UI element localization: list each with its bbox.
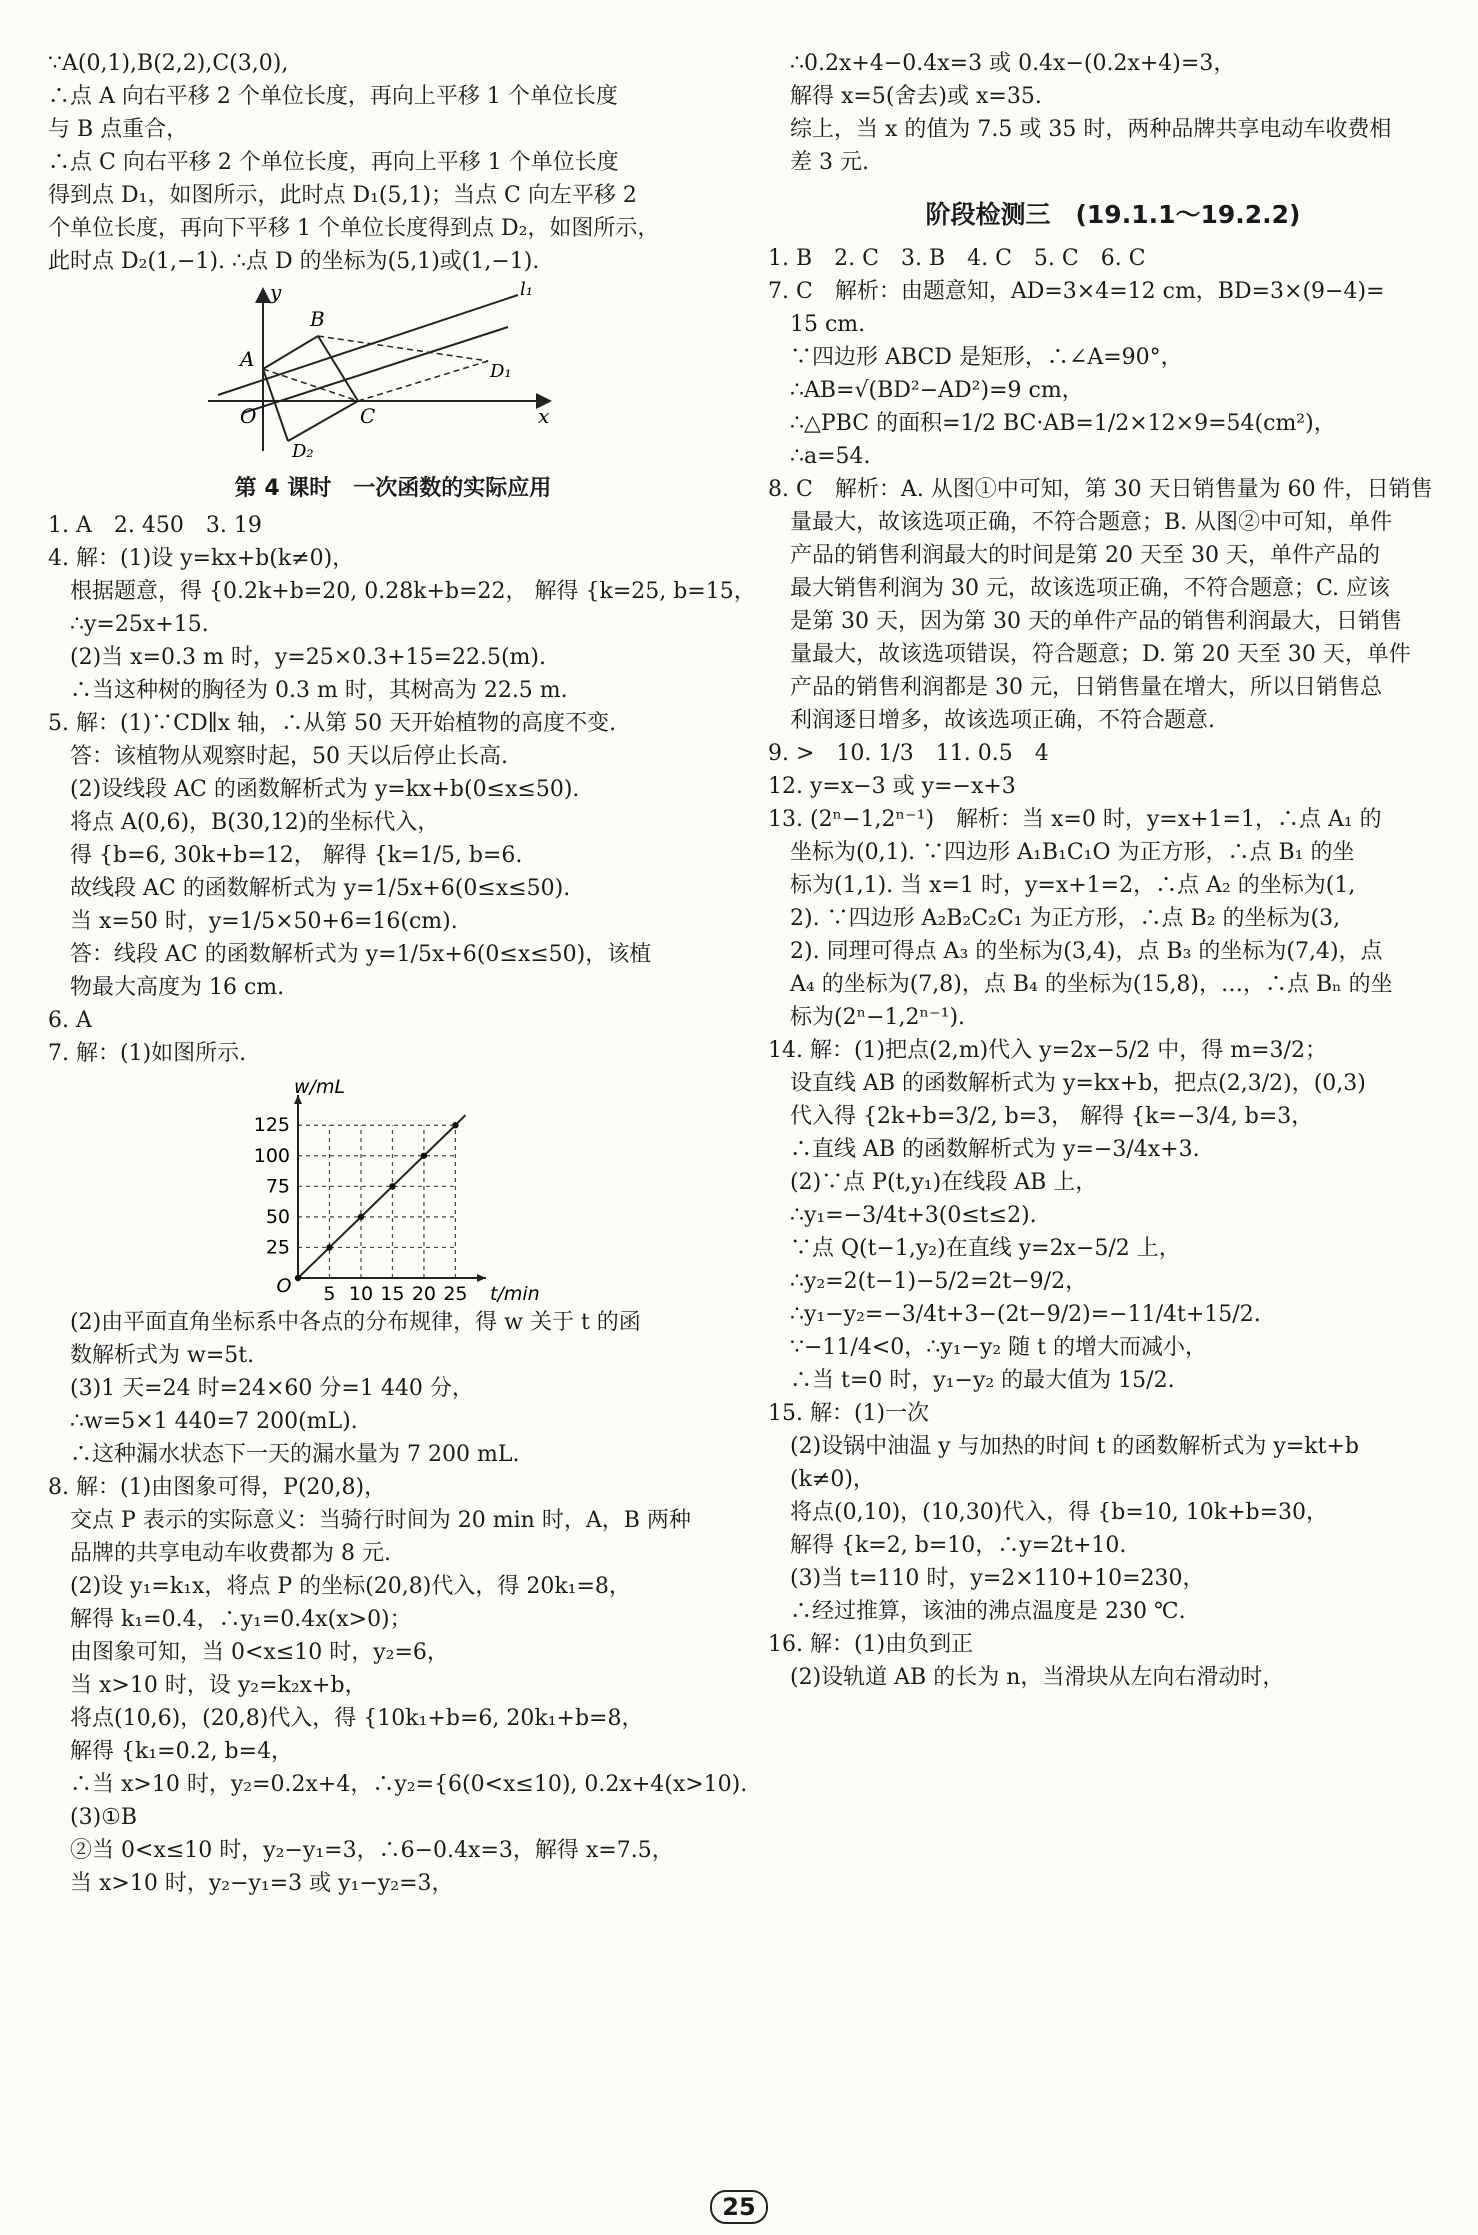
text-line: A₄ 的坐标为(7,8)，点 B₄ 的坐标为(15,8)，…，∴点 Bₙ 的坐	[790, 972, 1393, 997]
text-line: ∴△PBC 的面积=1/2 BC·AB=1/2×12×9=54(cm²)，	[790, 411, 1336, 436]
section-title-stage-test-3: 阶段检测三 (19.1.1～19.2.2)	[925, 200, 1301, 229]
data-point	[295, 1275, 301, 1281]
segment-cd1	[358, 361, 488, 401]
text-line: 7. C 解析：由题意知，AD=3×4=12 cm，BD=3×(9−4)=	[768, 279, 1385, 304]
left-bottom-block	[48, 1309, 748, 1898]
page-number-badge: 25	[710, 2190, 767, 2224]
text-line: 12. y=x−3 或 y=−x+3	[768, 774, 1016, 799]
label-origin: O	[240, 404, 257, 428]
text-line: 解得 {k=2, b=10，∴y=2t+10.	[790, 1533, 1127, 1558]
left-mid-block	[48, 512, 756, 1068]
y-tick-label: 25	[265, 1236, 290, 1259]
text-line: 代入得 {2k+b=3/2, b=3， 解得 {k=−3/4, b=3，	[790, 1104, 1314, 1129]
text-line: ∵点 Q(t−1,y₂)在直线 y=2x−5/2 上，	[790, 1236, 1181, 1261]
y-tick-label: 125	[253, 1114, 290, 1137]
text-line: 答：该植物从观察时起，50 天以后停止长高.	[70, 744, 508, 769]
text-line: (3)当 t=110 时，y=2×110+10=230，	[790, 1566, 1205, 1591]
page-number	[0, 2190, 1478, 2224]
text-line: 5. 解：(1)∵CD∥x 轴，∴从第 50 天开始植物的高度不变.	[48, 711, 617, 736]
y-tick-label: 50	[265, 1205, 290, 1228]
left-top-block	[48, 50, 738, 276]
text-line: 品牌的共享电动车收费都为 8 元.	[70, 1541, 391, 1566]
text-line: ∴y₂=2(t−1)−5/2=2t−9/2，	[790, 1269, 1088, 1294]
text-line: ∴AB=√(BD²−AD²)=9 cm，	[790, 378, 1084, 403]
text-line: 与 B 点重合，	[48, 117, 189, 142]
text-line: ∴0.2x+4−0.4x=3 或 0.4x−(0.2x+4)=3，	[790, 51, 1236, 76]
y-tick-label: 75	[265, 1175, 290, 1198]
text-line: (2)设轨道 AB 的长为 n，当滑块从左向右滑动时，	[790, 1665, 1285, 1690]
text-line: 1. B 2. C 3. B 4. C 5. C 6. C	[768, 246, 1146, 271]
text-line: 物最大高度为 16 cm.	[70, 975, 285, 1000]
text-line: 故线段 AC 的函数解析式为 y=1/5x+6(0≤x≤50).	[70, 876, 571, 901]
text-line: 量最大，故该选项正确，不符合题意；B. 从图②中可知，单件	[790, 510, 1393, 535]
text-line: 个单位长度，再向下平移 1 个单位长度得到点 D₂，如图所示，	[48, 216, 660, 241]
text-line: 产品的销售利润都是 30 元，日销售量在增大，所以日销售总	[790, 675, 1382, 700]
text-line: 解得 x=5(舍去)或 x=35.	[790, 84, 1042, 109]
text-line: 6. A	[48, 1008, 92, 1033]
text-line: 是第 30 天，因为第 30 天的单件产品的销售利润最大，日销售	[790, 609, 1402, 634]
text-line: 交点 P 表示的实际意义：当骑行时间为 20 min 时，A，B 两种	[70, 1508, 691, 1533]
text-line: (3)1 天=24 时=24×60 分=1 440 分，	[70, 1376, 474, 1401]
text-line: (2)∵点 P(t,y₁)在线段 AB 上，	[790, 1170, 1098, 1195]
text-line: (2)设线段 AC 的函数解析式为 y=kx+b(0≤x≤50).	[70, 777, 580, 802]
text-line: 8. C 解析：A. 从图①中可知，第 30 天日销售量为 60 件，日销售	[768, 477, 1433, 502]
text-line: ∵A(0,1),B(2,2),C(3,0),	[48, 51, 289, 76]
text-line: 由图象可知，当 0<x≤10 时，y₂=6，	[70, 1640, 449, 1665]
label-d2: D₂	[292, 441, 314, 461]
text-line: 解得 k₁=0.4，∴y₁=0.4x(x>0)；	[70, 1607, 412, 1632]
text-line: 得 {b=6, 30k+b=12， 解得 {k=1/5, b=6.	[70, 843, 523, 868]
data-point	[421, 1153, 427, 1159]
text-line: 2). ∵四边形 A₂B₂C₂C₁ 为正方形，∴点 B₂ 的坐标为(3,	[790, 906, 1341, 931]
text-line: 得到点 D₁，如图所示，此时点 D₁(5,1)；当点 C 向左平移 2	[48, 183, 637, 208]
text-line: ∴当这种树的胸径为 0.3 m 时，其树高为 22.5 m.	[70, 678, 568, 703]
text-line: 差 3 元.	[790, 150, 869, 175]
text-line: (2)当 x=0.3 m 时，y=25×0.3+15=22.5(m).	[70, 645, 546, 670]
text-line: (k≠0)，	[790, 1467, 875, 1492]
text-line: 14. 解：(1)把点(2,m)代入 y=2x−5/2 中，得 m=3/2；	[768, 1038, 1327, 1063]
label-y: y	[270, 281, 282, 304]
text-line: ∵四边形 ABCD 是矩形，∴∠A=90°，	[790, 345, 1183, 370]
text-line: 此时点 D₂(1,−1). ∴点 D 的坐标为(5,1)或(1,−1).	[48, 249, 540, 274]
text-line: 将点(0,10)，(10,30)代入，得 {b=10, 10k+b=30，	[790, 1500, 1329, 1525]
text-line: 设直线 AB 的函数解析式为 y=kx+b，把点(2,3/2)，(0,3)	[790, 1071, 1366, 1096]
text-line: (2)设 y₁=k₁x，将点 P 的坐标(20,8)代入，得 20k₁=8，	[70, 1574, 631, 1599]
label-l1: l₁	[520, 281, 533, 300]
text-line: ∴当 x>10 时，y₂=0.2x+4，∴y₂={6(0<x≤10), 0.2x+4(x>10).	[70, 1772, 748, 1797]
y-axis-label: w/mL	[294, 1076, 346, 1098]
x-tick-label: 5	[323, 1283, 336, 1303]
text-line: 解得 {k₁=0.2, b=4，	[70, 1739, 294, 1764]
origin-label: O	[276, 1275, 292, 1297]
text-line: 当 x>10 时，y₂−y₁=3 或 y₁−y₂=3，	[70, 1871, 454, 1896]
chart-labels	[254, 1076, 540, 1303]
text-line: ∴y=25x+15.	[70, 612, 209, 637]
x-tick-label: 20	[411, 1283, 437, 1303]
data-point	[389, 1183, 395, 1189]
data-point	[326, 1244, 332, 1250]
x-tick-label: 25	[443, 1283, 468, 1303]
section-title-lesson4: 第 4 课时 一次函数的实际应用	[234, 476, 552, 501]
text-line: ∴y₁=−3/4t+3(0≤t≤2).	[790, 1203, 1037, 1228]
right-column	[768, 50, 1458, 1697]
text-line: 15 cm.	[790, 312, 866, 337]
text-line: 当 x=50 时，y=1/5×50+6=16(cm).	[70, 909, 458, 934]
text-line: 量最大，故该选项错误，符合题意；D. 第 20 天至 30 天，单件	[790, 642, 1411, 667]
text-line: 坐标为(0,1). ∵四边形 A₁B₁C₁O 为正方形，∴点 B₁ 的坐	[790, 840, 1355, 865]
text-line: ∴这种漏水状态下一天的漏水量为 7 200 mL.	[70, 1442, 520, 1467]
label-x: x	[538, 404, 550, 428]
text-line: ∴直线 AB 的函数解析式为 y=−3/4x+3.	[790, 1137, 1200, 1162]
text-line: 利润逐日增多，故该选项正确，不符合题意.	[790, 708, 1215, 733]
x-axis-arrow	[477, 1274, 486, 1282]
chart-series	[295, 1115, 466, 1281]
text-line: 9. > 10. 1/3 11. 0.5 4	[768, 741, 1049, 766]
text-line: (3)①B	[70, 1805, 138, 1830]
data-point	[452, 1122, 458, 1128]
text-line: (2)设锅中油温 y 与加热的时间 t 的函数解析式为 y=kt+b	[790, 1434, 1359, 1459]
leak-volume-chart	[48, 1073, 738, 1303]
text-line: 将点(10,6)，(20,8)代入，得 {10k₁+b=6, 20k₁+b=8，	[70, 1706, 644, 1731]
left-column	[48, 50, 756, 1903]
text-line: 8. 解：(1)由图象可得，P(20,8)，	[48, 1475, 387, 1500]
text-line: ②当 0<x≤10 时，y₂−y₁=3，∴6−0.4x=3，解得 x=7.5，	[70, 1838, 674, 1863]
text-line: 16. 解：(1)由负到正	[768, 1632, 974, 1657]
x-tick-label: 10	[348, 1283, 374, 1303]
text-line: 1. A 2. 450 3. 19	[48, 513, 262, 538]
series-line	[298, 1125, 455, 1278]
text-line: ∴y₁−y₂=−3/4t+3−(2t−9/2)=−11/4t+15/2.	[790, 1302, 1261, 1327]
text-line: ∵−11/4<0，∴y₁−y₂ 随 t 的增大而减小，	[790, 1335, 1208, 1360]
label-b: B	[310, 307, 325, 331]
text-line: 最大销售利润为 30 元，故该选项正确，不符合题意；C. 应该	[790, 576, 1391, 601]
x-tick-label: 15	[380, 1283, 405, 1303]
text-line: ∴点 C 向右平移 2 个单位长度，再向上平移 1 个单位长度	[48, 150, 619, 175]
text-line: 当 x>10 时，设 y₂=k₂x+b，	[70, 1673, 367, 1698]
text-line: 根据题意，得 {0.2k+b=20, 0.28k+b=22， 解得 {k=25, b=15，	[70, 579, 756, 604]
text-line: 4. 解：(1)设 y=kx+b(k≠0)，	[48, 546, 355, 571]
text-line: (2)由平面直角坐标系中各点的分布规律，得 w 关于 t 的函	[70, 1310, 641, 1335]
segment-bd1	[318, 336, 488, 361]
y-tick-label: 100	[253, 1144, 290, 1167]
text-line: 综上，当 x 的值为 7.5 或 35 时，两种品牌共享电动车收费相	[790, 117, 1392, 142]
text-line: 2). 同理可得点 A₃ 的坐标为(3,4)，点 B₃ 的坐标为(7,4)，点	[790, 939, 1383, 964]
text-line: ∴经过推算，该油的沸点温度是 230 ℃.	[790, 1599, 1186, 1624]
text-line: 将点 A(0,6)，B(30,12)的坐标代入，	[70, 810, 440, 835]
text-line: 数解析式为 w=5t.	[70, 1343, 255, 1368]
text-line: ∴当 t=0 时，y₁−y₂ 的最大值为 15/2.	[790, 1368, 1175, 1393]
text-line: 13. (2ⁿ−1,2ⁿ⁻¹) 解析：当 x=0 时，y=x+1=1，∴点 A₁ 的	[768, 807, 1382, 832]
label-c: C	[360, 404, 376, 428]
text-line: 7. 解：(1)如图所示.	[48, 1041, 247, 1066]
text-line: ∴点 A 向右平移 2 个单位长度，再向上平移 1 个单位长度	[48, 84, 618, 109]
text-line: 答：线段 AC 的函数解析式为 y=1/5x+6(0≤x≤50)，该植	[70, 942, 652, 967]
text-line: ∴w=5×1 440=7 200(mL).	[70, 1409, 358, 1434]
segment-ac	[263, 369, 358, 401]
segment-d2c	[288, 401, 358, 441]
label-a: A	[240, 347, 255, 371]
x-axis-label: t/min	[490, 1283, 540, 1303]
text-line: 15. 解：(1)一次	[768, 1401, 930, 1426]
coordinate-figure-translation	[48, 281, 738, 461]
text-line: ∴a=54.	[790, 444, 871, 469]
segment-bc	[318, 336, 358, 401]
data-point	[358, 1214, 364, 1220]
text-line: 标为(1,1). 当 x=1 时，y=x+1=2，∴点 A₂ 的坐标为(1,	[790, 873, 1356, 898]
right-answer-block	[768, 245, 1458, 1692]
text-line: 产品的销售利润最大的时间是第 20 天至 30 天，单件产品的	[790, 543, 1380, 568]
label-d1: D₁	[490, 361, 512, 382]
text-line: 标为(2ⁿ−1,2ⁿ⁻¹).	[790, 1005, 966, 1030]
